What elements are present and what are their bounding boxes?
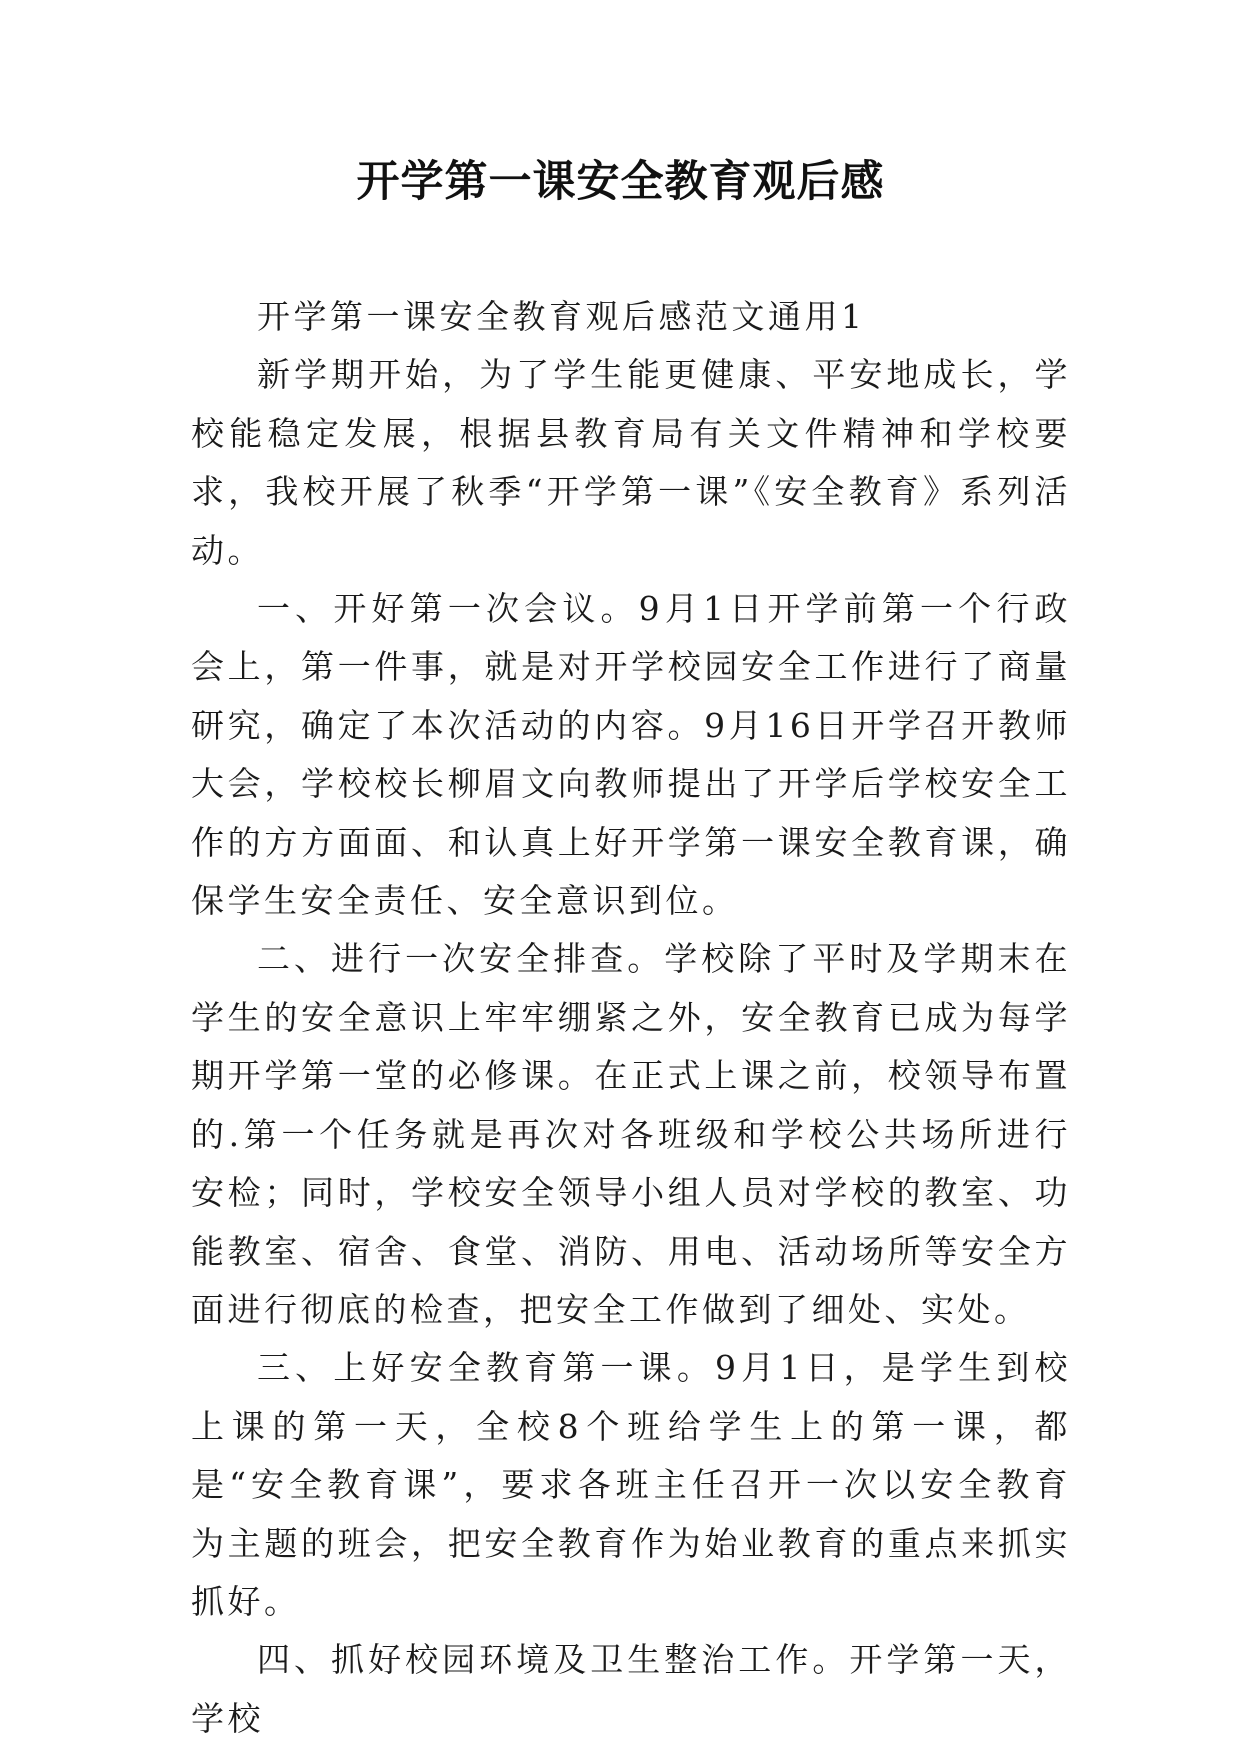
paragraph-intro: 新学期开始，为了学生能更健康、平安地成长，学校能稳定发展，根据县教育局有关文件精神和学校要求，我校开展了秋季“开学第一课”《安全教育》系列活动。	[191, 355, 1071, 570]
document-body	[191, 288, 1071, 1748]
paragraph-heading: 开学第一课安全教育观后感范文通用1	[257, 297, 866, 336]
paragraph-environment: 四、抓好校园环境及卫生整治工作。开学第一天，学校	[191, 1640, 1071, 1738]
paragraph-meeting: 一、开好第一次会议。9月1日开学前第一个行政会上，第一件事，就是对开学校园安全工作进行了商量研究，确定了本次活动的内容。9月16日开学召开教师大会，学校校长柳眉文向教师提出了开学后学校安全工作的方方面面、和认真上好开学第一课安全教育课，确保学生安全责任、安全意识到位。	[191, 589, 1071, 921]
paragraph-inspection: 二、进行一次安全排查。学校除了平时及学期末在学生的安全意识上牢牢绷紧之外，安全教育已成为每学期开学第一堂的必修课。在正式上课之前，校领导布置的.第一个任务就是再次对各班级和学校公共场所进行安检；同时，学校安全领导小组人员对学校的教室、功能教室、宿舍、食堂、消防、用电、活动场所等安全方面进行彻底的检查，把安全工作做到了细处、实处。	[191, 939, 1071, 1329]
paragraph-first-lesson: 三、上好安全教育第一课。9月1日，是学生到校上课的第一天，全校8个班给学生上的第一课，都是“安全教育课”，要求各班主任召开一次以安全教育为主题的班会，把安全教育作为始业教育的重点来抓实抓好。	[191, 1348, 1071, 1621]
document-title: 开学第一课安全教育观后感	[356, 157, 885, 207]
